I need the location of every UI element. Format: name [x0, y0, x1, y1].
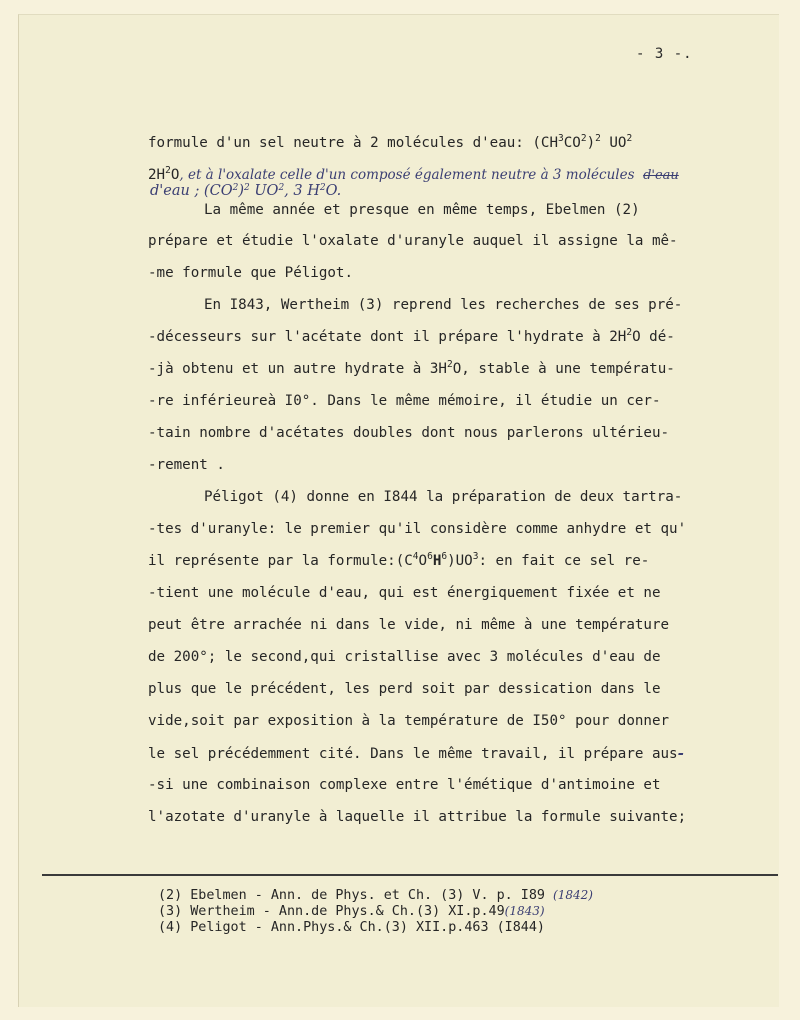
- text-line: le sel précédemment cité. Dans le même travail, il prépare aus-: [148, 744, 684, 762]
- text-line: La même année et presque en même temps, Ebelmen (2): [204, 202, 640, 218]
- text-line: vide,soit par exposition à la température de I50° pour donner: [148, 713, 670, 729]
- text-line: -me formule que Péligot.: [148, 265, 353, 281]
- footnote: (4) Peligot - Ann.Phys.& Ch.(3) XII.p.463 (I844): [158, 920, 545, 935]
- text-line: $2H^2O$, et à l'oxalate celle d'un composé également neutre à 3 molécules d'eau: [148, 165, 679, 183]
- text-line: En I843, Wertheim (3) reprend les recherches de ses pré-: [204, 297, 683, 313]
- text-line: peut être arrachée ni dans le vide, ni même à une température: [148, 617, 670, 633]
- handwritten-insertion: , et à l'oxalate celle d'un composé également neutre à 3 molécules: [179, 167, 635, 183]
- text-line: Péligot (4) donne en I844 la préparation de deux tartra-: [204, 489, 683, 505]
- text-line: -rement .: [148, 457, 225, 473]
- text-line: -tes d'uranyle: le premier qu'il considère comme anhydre et qu': [148, 521, 687, 537]
- text-line: formule d'un sel neutre à 2 molécules d'eau: $(CH^3CO^2)^2$ $UO^2$: [148, 133, 633, 151]
- text-line: plus que le précédent, les perd soit par dessication dans le: [148, 681, 661, 697]
- text-line: -tient une molécule d'eau, qui est énergiquement fixée et ne: [148, 585, 661, 601]
- text-line: -jà obtenu et un autre hydrate à $3H^2O$, stable à une températu-: [148, 359, 675, 377]
- paper-sheet: [18, 14, 779, 1007]
- handwritten-line: d'eau ; $(CO^2)^2$ $UO^2$, 3 $H^2O$.: [150, 183, 342, 199]
- text-line: -si une combinaison complexe entre l'émétique d'antimoine et: [148, 777, 661, 793]
- footnote-divider: [42, 874, 778, 876]
- footnote: (3) Wertheim - Ann.de Phys.& Ch.(3) XI.p.49(1843): [158, 904, 545, 919]
- handwritten-deletion: d'eau: [643, 168, 679, 183]
- handwritten-note: (1843): [504, 904, 545, 918]
- text-line: de 200°; le second,qui cristallise avec 3 molécules d'eau de: [148, 649, 661, 665]
- text-line: il représente par la $formule:(C^4O^6H^6)UO^3$: en fait ce sel re-: [148, 551, 650, 569]
- text-line: l'azotate d'uranyle à laquelle il attribue la formule suivante;: [148, 809, 687, 825]
- handwritten-hyphen: -: [677, 744, 684, 762]
- page-number: - 3 -.: [636, 46, 693, 62]
- footnote: (2) Ebelmen - Ann. de Phys. et Ch. (3) V. p. I89 (1842): [158, 888, 593, 903]
- text-line: -re inférieureà I0°. Dans le même mémoire, il étudie un cer-: [148, 393, 661, 409]
- text-line: prépare et étudie l'oxalate d'uranyle auquel il assigne la mê-: [148, 233, 678, 249]
- text-line: -tain nombre d'acétates doubles dont nous parlerons ultérieu-: [148, 425, 670, 441]
- text-line: -décesseurs sur l'acétate dont il prépare l'hydrate à $2H^2O$ dé-: [148, 327, 675, 345]
- handwritten-note: (1842): [553, 888, 593, 902]
